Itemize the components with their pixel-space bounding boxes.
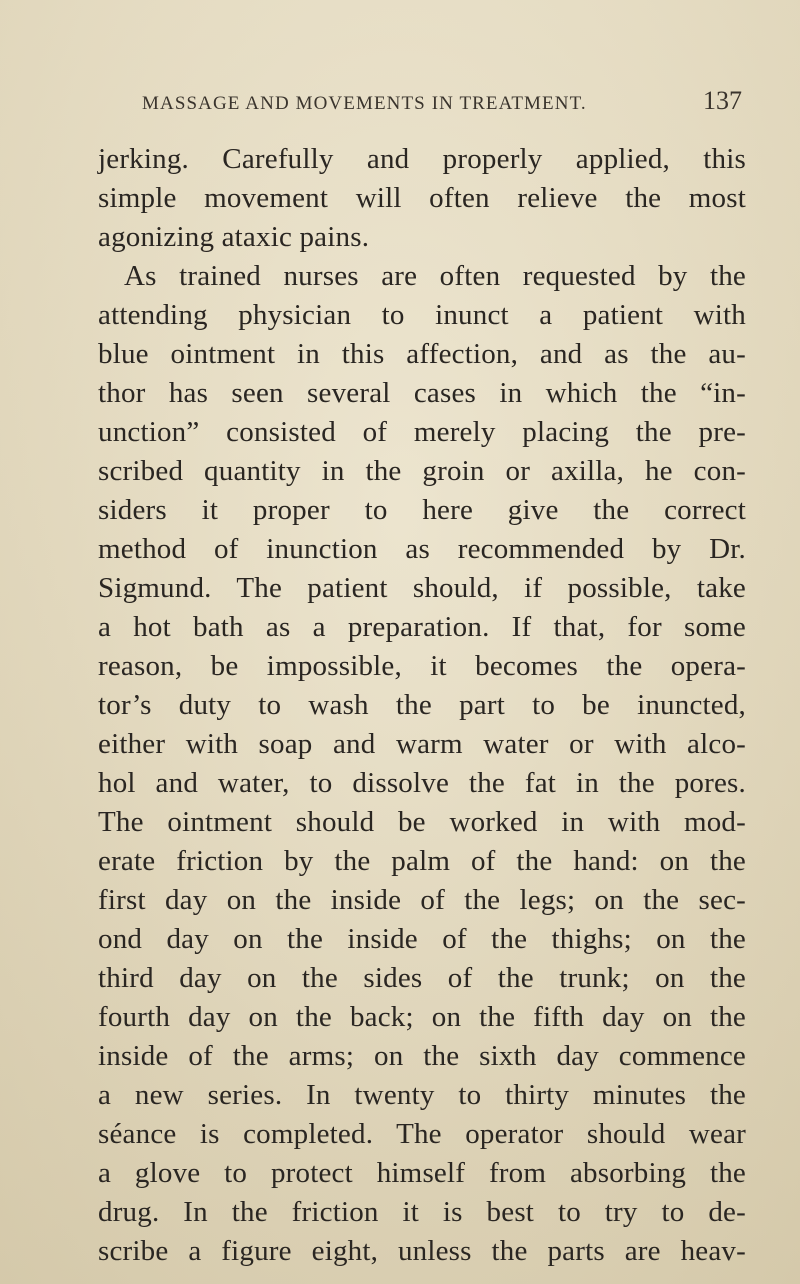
text-line: jerking. Carefully and properly applied, this (98, 143, 746, 175)
text-line: tor’s duty to wash the part to be inuncted, (98, 689, 746, 721)
body-text (98, 140, 746, 1271)
text-line: erate friction by the palm of the hand: on the (98, 845, 746, 877)
text-line: simple movement will often relieve the most (98, 182, 746, 214)
text-line: drug. In the friction it is best to try to de- (98, 1196, 746, 1228)
text-line: thor has seen several cases in which the “in- (98, 377, 746, 409)
page-number: 137 (703, 86, 742, 115)
text-line: third day on the sides of the trunk; on the (98, 962, 746, 994)
text-line: ond day on the inside of the thighs; on the (98, 923, 746, 955)
text-line: a glove to protect himself from absorbing the (98, 1157, 746, 1189)
text-line: blue ointment in this affection, and as the au- (98, 338, 746, 370)
text-line: reason, be impossible, it becomes the opera- (98, 650, 746, 682)
text-line: inside of the arms; on the sixth day commence (98, 1040, 746, 1072)
text-line: a new series. In twenty to thirty minutes the (98, 1079, 746, 1111)
text-line: attending physician to inunct a patient with (98, 299, 746, 331)
running-head (142, 86, 742, 126)
text-line: agonizing ataxic pains. (98, 221, 370, 253)
text-line: scribe a figure eight, unless the parts are heav- (98, 1235, 746, 1267)
text-line: siders it proper to here give the correct (98, 494, 746, 526)
running-title: MASSAGE AND MOVEMENTS IN TREATMENT. (142, 93, 587, 114)
text-line: first day on the inside of the legs; on the sec- (98, 884, 746, 916)
text-line: Sigmund. The patient should, if possible, take (98, 572, 746, 604)
text-line: either with soap and warm water or with alco- (98, 728, 746, 760)
text-line: hol and water, to dissolve the fat in the pores. (98, 767, 746, 799)
text-line: séance is completed. The operator should wear (98, 1118, 746, 1150)
text-line: fourth day on the back; on the fifth day on the (98, 1001, 746, 1033)
text-line: method of inunction as recommended by Dr. (98, 533, 746, 565)
text-line: a hot bath as a preparation. If that, for some (98, 611, 746, 643)
text-line: scribed quantity in the groin or axilla, he con- (98, 455, 746, 487)
text-line: As trained nurses are often requested by the (124, 260, 746, 292)
text-line: The ointment should be worked in with mod- (98, 806, 746, 838)
text-line: unction” consisted of merely placing the pre- (98, 416, 746, 448)
